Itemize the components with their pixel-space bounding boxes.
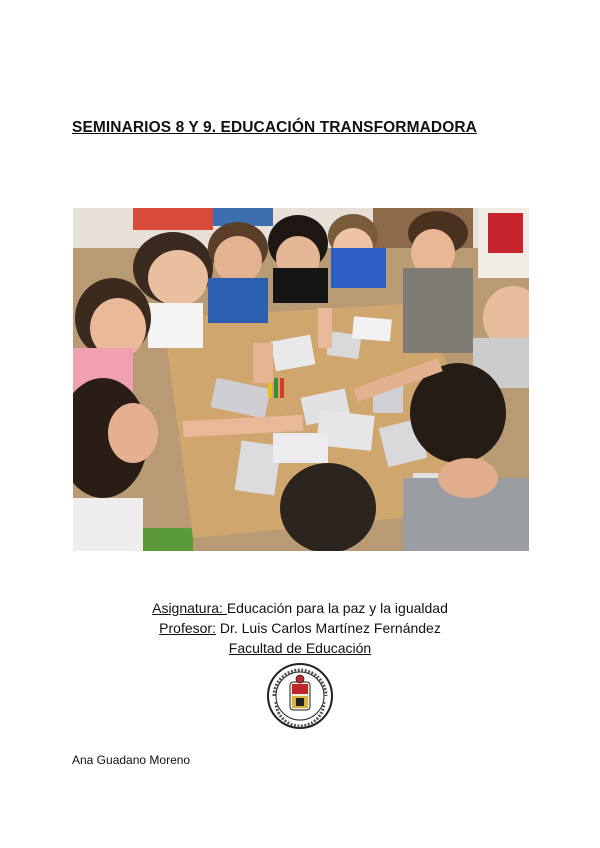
professor-line [0,618,600,638]
subject-value: Educación para la paz y la igualdad [226,600,448,616]
classroom-children-photo-icon [73,208,529,551]
subject-label: Asignatura: [152,600,227,616]
faculty-name: Facultad de Educación [228,640,372,656]
professor-value: Dr. Luis Carlos Martínez Fernández [215,620,441,636]
subject-line [0,598,600,618]
author-name: Ana Guadano Moreno [72,753,191,767]
classroom-photo [73,208,529,551]
professor-label: Profesor: [159,620,216,636]
faculty-line [0,638,600,658]
document-title: SEMINARIOS 8 Y 9. EDUCACIÓN TRANSFORMADORA [72,119,477,136]
university-seal-icon [266,662,334,730]
